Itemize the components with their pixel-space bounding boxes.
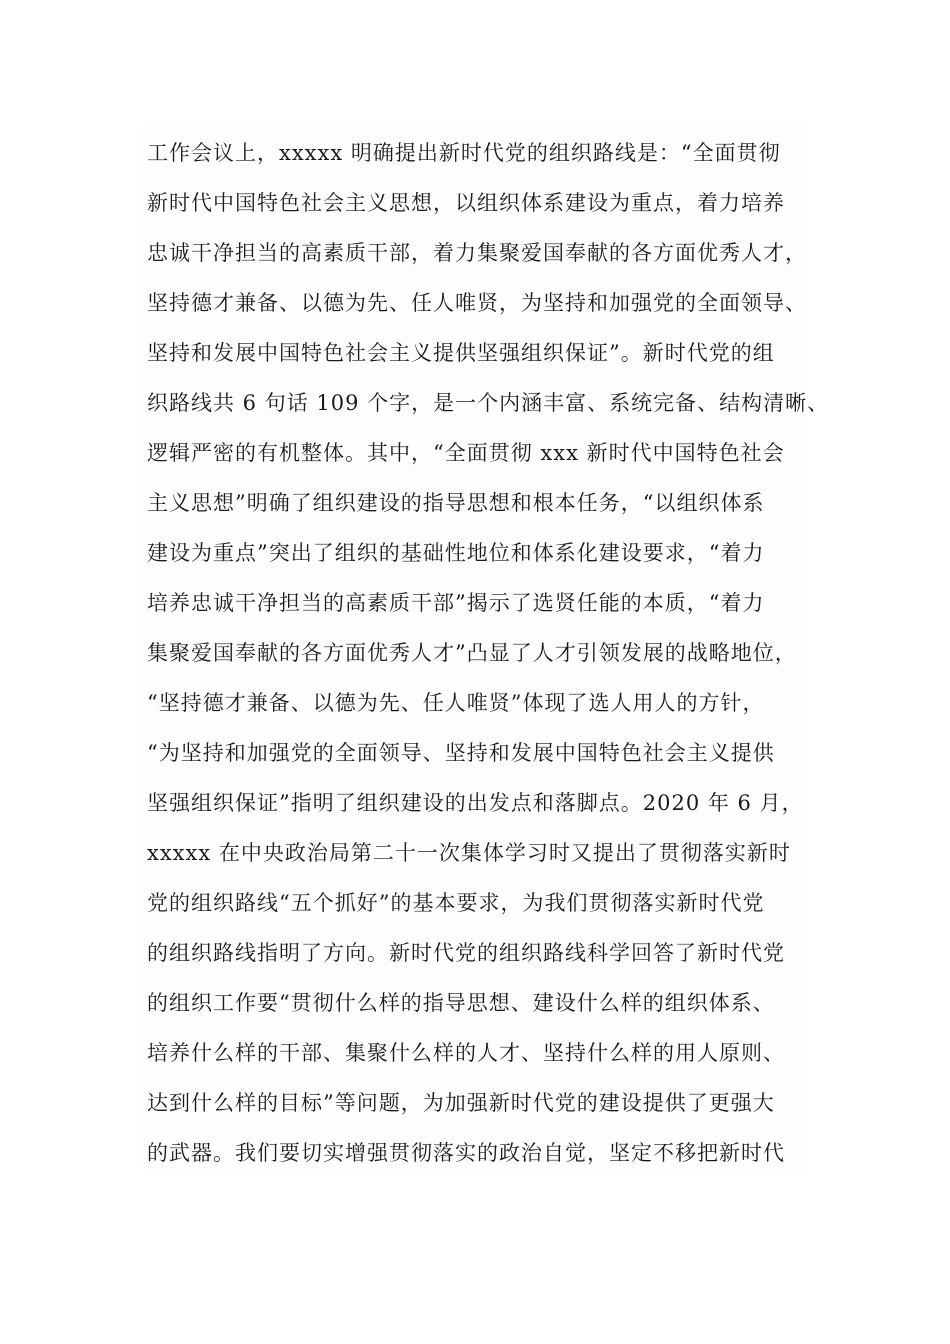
document-body: [143, 124, 830, 1170]
text-line: xxxxx 在中央政治局第二十一次集体学习时又提出了贯彻落实新时: [147, 841, 791, 865]
text-line: 建设为重点”突出了组织的基础性地位和体系化建设要求，“着力: [147, 541, 765, 565]
text-line: 逻辑严密的有机整体。其中，“全面贯彻 xxx 新时代中国特色社会: [147, 441, 785, 465]
text-line: 达到什么样的目标”等问题，为加强新时代党的建设提供了更强大: [147, 1091, 775, 1115]
text-line: 的武器。我们要切实增强贯彻落实的政治自觉，坚定不移把新时代: [147, 1141, 785, 1165]
text-line: 忠诚干净担当的高素质干部，着力集聚爱国奉献的各方面优秀人才，: [147, 241, 807, 265]
text-line: 坚持德才兼备、以德为先、任人唯贤，为坚持和加强党的全面领导、: [147, 291, 807, 315]
text-line: 培养什么样的干部、集聚什么样的人才、坚持什么样的用人原则、: [147, 1041, 785, 1065]
text-line: 织路线共 6 句话 109 个字，是一个内涵丰富、系统完备、结构清晰、: [147, 391, 830, 415]
text-line: 培养忠诚干净担当的高素质干部”揭示了选贤任能的本质，“着力: [147, 591, 765, 615]
text-line: 的组织工作要“贯彻什么样的指导思想、建设什么样的组织体系、: [147, 991, 775, 1015]
text-line: “坚持德才兼备、以德为先、任人唯贤”体现了选人用人的方针，: [147, 691, 765, 715]
text-line: 坚强组织保证”指明了组织建设的出发点和落脚点。2020 年 6 月，: [147, 791, 804, 815]
text-line: 的组织路线指明了方向。新时代党的组织路线科学回答了新时代党: [147, 941, 785, 965]
text-line: 新时代中国特色社会主义思想，以组织体系建设为重点，着力培养: [147, 191, 785, 215]
text-line: 主义思想”明确了组织建设的指导思想和根本任务，“以组织体系: [147, 491, 765, 515]
text-line: 党的组织路线“五个抓好”的基本要求，为我们贯彻落实新时代党: [147, 891, 765, 915]
text-line: 工作会议上，xxxxx 明确提出新时代党的组织路线是：“全面贯彻: [147, 141, 781, 165]
text-line: 集聚爱国奉献的各方面优秀人才”凸显了人才引领发展的战略地位，: [147, 641, 797, 665]
text-line: “为坚持和加强党的全面领导、坚持和发展中国特色社会主义提供: [147, 741, 775, 765]
text-line: 坚持和发展中国特色社会主义提供坚强组织保证”。新时代党的组: [147, 341, 775, 365]
